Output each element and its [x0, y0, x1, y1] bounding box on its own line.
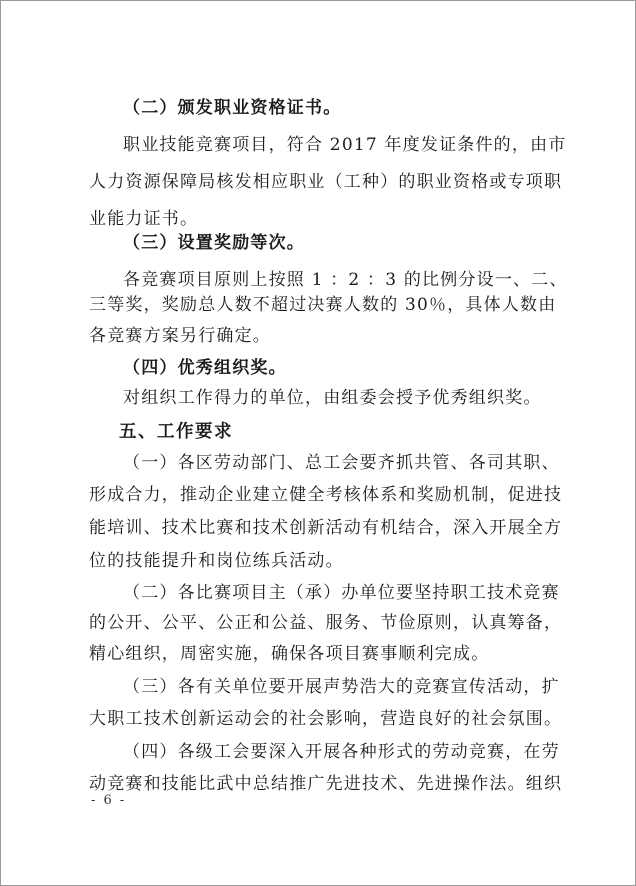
paragraph-line: 各竞赛方案另行确定。 — [89, 326, 271, 346]
page-number: - 6 - — [91, 793, 127, 808]
paragraph-line: （三）各有关单位要开展声势浩大的竞赛宣传活动，扩 — [123, 677, 560, 697]
paragraph-line: 精心组织，周密实施，确保各项目赛事顺利完成。 — [89, 644, 490, 664]
paragraph-line: 各竞赛项目原则上按照 1 ：2 ：3 的比例分设一、二、 — [123, 270, 568, 290]
subheading-issue-certificates: （二）颁发职业资格证书。 — [123, 98, 342, 118]
subheading-excellent-organization: （四）优秀组织奖。 — [123, 358, 287, 378]
paragraph-line: 形成合力，推动企业建立健全考核体系和奖励机制，促进技 — [89, 485, 563, 505]
paragraph-line: 人力资源保障局核发相应职业（工种）的职业资格或专项职 — [89, 172, 563, 192]
paragraph-line: 业能力证书。 — [89, 209, 199, 229]
paragraph-line: 三等奖，奖励总人数不超过决赛人数的 30％，具体人数由 — [89, 295, 557, 315]
paragraph-line: 职业技能竞赛项目，符合 2017 年度发证条件的，由市 — [123, 135, 567, 155]
paragraph-line: 动竞赛和技能比武中总结推广先进技术、先进操作法。组织 — [89, 774, 563, 794]
paragraph-line: 的公开、公平、公正和公益、服务、节俭原则，认真筹备， — [89, 613, 563, 633]
paragraph-line: （一）各区劳动部门、总工会要齐抓共管、各司其职、 — [123, 453, 560, 473]
paragraph-line: （四）各级工会要深入开展各种形式的劳动竞赛，在劳 — [123, 742, 560, 762]
paragraph-line: 能培训、技术比赛和技术创新活动有机结合，深入开展全方 — [89, 518, 563, 538]
paragraph-line: 位的技能提升和岗位练兵活动。 — [89, 551, 344, 571]
paragraph-line: 大职工技术创新运动会的社会影响，营造良好的社会氛围。 — [89, 709, 563, 729]
subheading-award-levels: （三）设置奖励等次。 — [123, 233, 305, 253]
paragraph-line: 对组织工作得力的单位，由组委会授予优秀组织奖。 — [123, 388, 542, 408]
paragraph-line: （二）各比赛项目主（承）办单位要坚持职工技术竞赛 — [123, 583, 560, 603]
section-heading-work-requirements: 五、工作要求 — [119, 422, 233, 442]
